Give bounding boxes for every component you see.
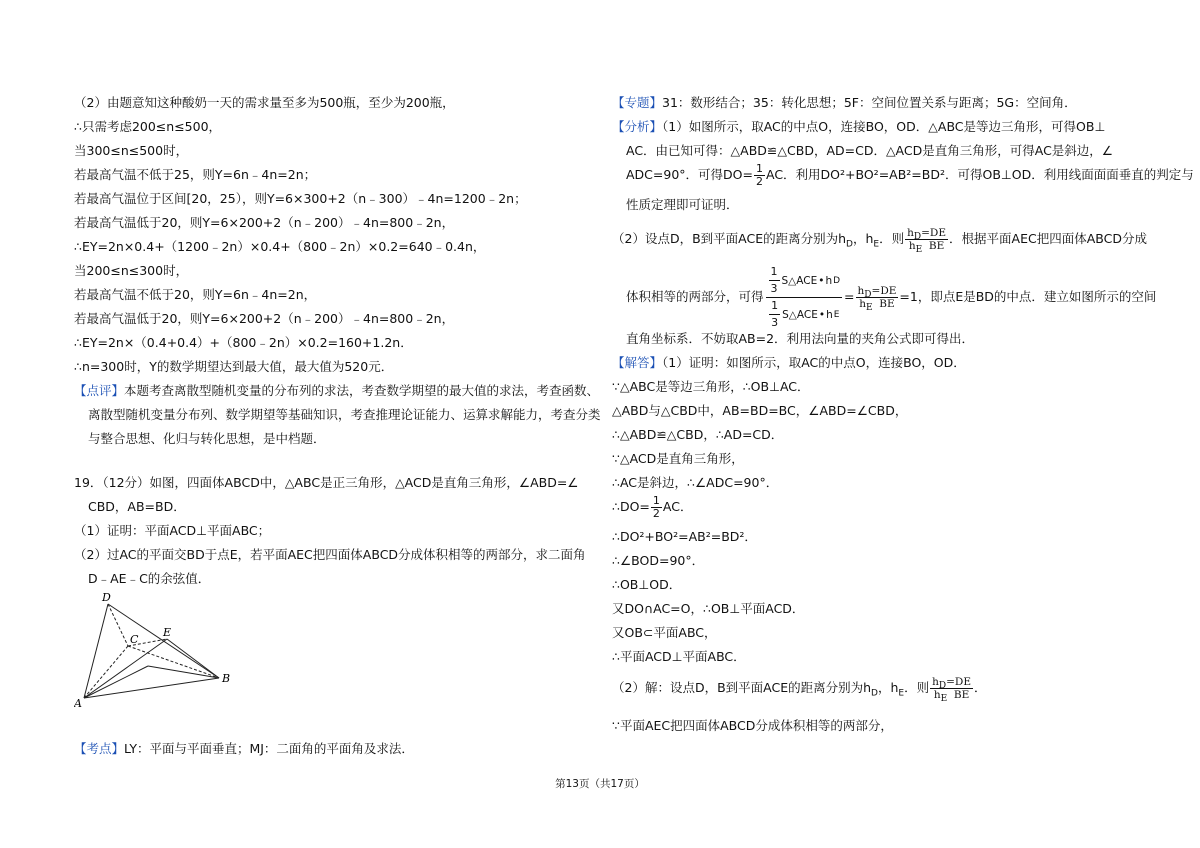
- fenxi2-line: 体积相等的两部分，可得 $\frac{1}{3}$ S△ACE • h D $\frac{1}{3}$ S△ACE • h E = $\frac{h_D=DE}{h_E BE}$ =1，即点E是BD的中点．建立如图所示的空间: [626, 265, 1157, 329]
- proof-line: ∴△ABD≌△CBD，∴AD=CD．: [612, 427, 784, 442]
- figure-label-a: A: [74, 697, 82, 710]
- text-line: ∴EY=2n×0.4+（1200﹣2n）×0.4+（800﹣2n）×0.2=640﹣0.4n，: [74, 239, 486, 254]
- text-line: 若最高气温位于区间[20，25），则Y=6×300+2（n﹣300）﹣4n=1200﹣2n；: [74, 191, 527, 206]
- question-19-line: 19．（12分）如图，四面体ABCD中，△ABC是正三角形，△ACD是直角三角形，∠ABD=∠: [74, 475, 579, 490]
- zhuanti-line: [612, 95, 1077, 111]
- fenxi-text: （1）如图所示，取AC的中点O，连接BO，OD．△ABC是等边三角形，可得OB⊥: [662, 119, 1106, 134]
- fenxi-tag: 【分析】: [612, 119, 663, 134]
- kaodian-line: [74, 741, 414, 757]
- half-fraction: $\frac{1}{2}$: [755, 162, 763, 188]
- text-line: 若最高气温低于20，则Y=6×200+2（n﹣200）﹣4n=800﹣2n，: [74, 215, 455, 230]
- proof-line: ∴OB⊥OD．: [612, 577, 682, 592]
- kaodian-tag: 【考点】: [74, 741, 125, 756]
- text-line: ∴只需考虑200≤n≤500，: [74, 119, 222, 134]
- h-ratio-fraction: $\frac{h_D=DE}{h_E BE}$: [907, 227, 947, 256]
- question-19-line: （2）过AC的平面交BD于点E，若平面AEC把四面体ABCD分成体积相等的两部分，求二面角: [74, 547, 586, 562]
- proof-line: ∴AC是斜边，∴∠ADC=90°．: [612, 475, 779, 490]
- solution-2-line: （2）解：设点D，B到平面ACE的距离分别为$h_D$，$h_E$．则 $\frac{h_D=DE}{h_E BE}$ ．: [612, 676, 987, 705]
- fenxi-line: AC．由已知可得：△ABD≌△CBD，AD=CD．△ACD是直角三角形，可得AC是斜边，∠: [626, 143, 1114, 158]
- text-line: ∴EY=2n×（0.4+0.4）+（800﹣2n）×0.2=160+1.2n．: [74, 335, 413, 350]
- comment-tag: 【点评】: [74, 383, 125, 398]
- text-line: ∴n=300时，Y的数学期望达到最大值，最大值为520元．: [74, 359, 394, 374]
- comment-text: 本题考查离散型随机变量的分布列的求法，考查数学期望的最大值的求法，考查函数、: [124, 383, 600, 398]
- figure-label-b: B: [222, 672, 231, 685]
- jieda-tag: 【解答】: [612, 355, 663, 370]
- zhuanti-text: 31：数形结合；35：转化思想；5F：空间位置关系与距离；5G：空间角．: [662, 95, 1077, 110]
- comment-line: 与整合思想、化归与转化思想，是中档题．: [88, 431, 326, 446]
- page-footer: 第13页（共17页）: [555, 778, 645, 790]
- jieda-line: [612, 355, 966, 371]
- zhuanti-tag: 【专题】: [612, 95, 663, 110]
- figure-label-e: E: [163, 626, 172, 639]
- proof-line: ∴DO= $\frac{1}{2}$ AC．: [612, 494, 693, 520]
- tetrahedron-figure: [74, 590, 244, 715]
- text-line: 若最高气温低于20，则Y=6×200+2（n﹣200）﹣4n=800﹣2n，: [74, 311, 455, 326]
- fenxi2-line: （2）设点D，B到平面ACE的距离分别为$h_D$，$h_E$．则 $\frac{h_D=DE}{h_E BE}$ ．根据平面AEC把四面体ABCD分成: [612, 227, 1147, 256]
- proof-line: ∴DO²+BO²=AB²=BD²．: [612, 529, 757, 544]
- figure-label-c: C: [130, 633, 139, 646]
- fenxi-line: [612, 119, 1105, 135]
- proof-line: 又OB⊂平面ABC，: [612, 625, 717, 640]
- volume-ratio-fraction: $\frac{1}{3}$ S△ACE • h D $\frac{1}{3}$ S△ACE • h E: [766, 266, 843, 329]
- comment-line: 离散型随机变量分布列、数学期望等基础知识，考查推理论证能力、运算求解能力，考查分类: [88, 407, 601, 422]
- proof-line: ∵平面AEC把四面体ABCD分成体积相等的两部分，: [612, 718, 893, 733]
- text-line: 当300≤n≤500时，: [74, 143, 189, 158]
- text-line: 若最高气温不低于25，则Y=6n﹣4n=2n；: [74, 167, 317, 182]
- text-line: 当200≤n≤300时，: [74, 263, 189, 278]
- text-line: （2）由题意知这种酸奶一天的需求量至多为500瓶，至少为200瓶，: [74, 95, 455, 110]
- kaodian-text: LY：平面与平面垂直；MJ：二面角的平面角及求法．: [124, 741, 414, 756]
- question-19-line: （1）证明：平面ACD⊥平面ABC；: [74, 523, 271, 538]
- text-line: 若最高气温不低于20，则Y=6n﹣4n=2n，: [74, 287, 317, 302]
- proof-line: ∴平面ACD⊥平面ABC．: [612, 649, 746, 664]
- question-19-line: CBD，AB=BD．: [88, 499, 186, 514]
- proof-line: ∴∠BOD=90°．: [612, 553, 705, 568]
- fenxi-line: ADC=90°．可得DO= $\frac{1}{2}$ AC．利用DO²+BO²=AB²=BD²．可得OB⊥OD．利用线面面面垂直的判定与: [626, 162, 1194, 188]
- jieda-text: （1）证明：如图所示，取AC的中点O，连接BO，OD．: [662, 355, 966, 370]
- comment-line: [74, 383, 599, 399]
- proof-line: ∵△ACD是直角三角形，: [612, 451, 744, 466]
- proof-line: 又DO∩AC=O，∴OB⊥平面ACD．: [612, 601, 805, 616]
- proof-line: ∵△ABC是等边三角形，∴OB⊥AC．: [612, 379, 810, 394]
- question-19-line: D﹣AE﹣C的余弦值．: [88, 571, 211, 586]
- fenxi2-line: 直角坐标系．不妨取AB=2．利用法向量的夹角公式即可得出．: [626, 331, 975, 346]
- proof-line: △ABD与△CBD中，AB=BD=BC，∠ABD=∠CBD，: [612, 403, 908, 418]
- figure-label-d: D: [102, 591, 111, 604]
- fenxi-line: 性质定理即可证明．: [626, 197, 739, 212]
